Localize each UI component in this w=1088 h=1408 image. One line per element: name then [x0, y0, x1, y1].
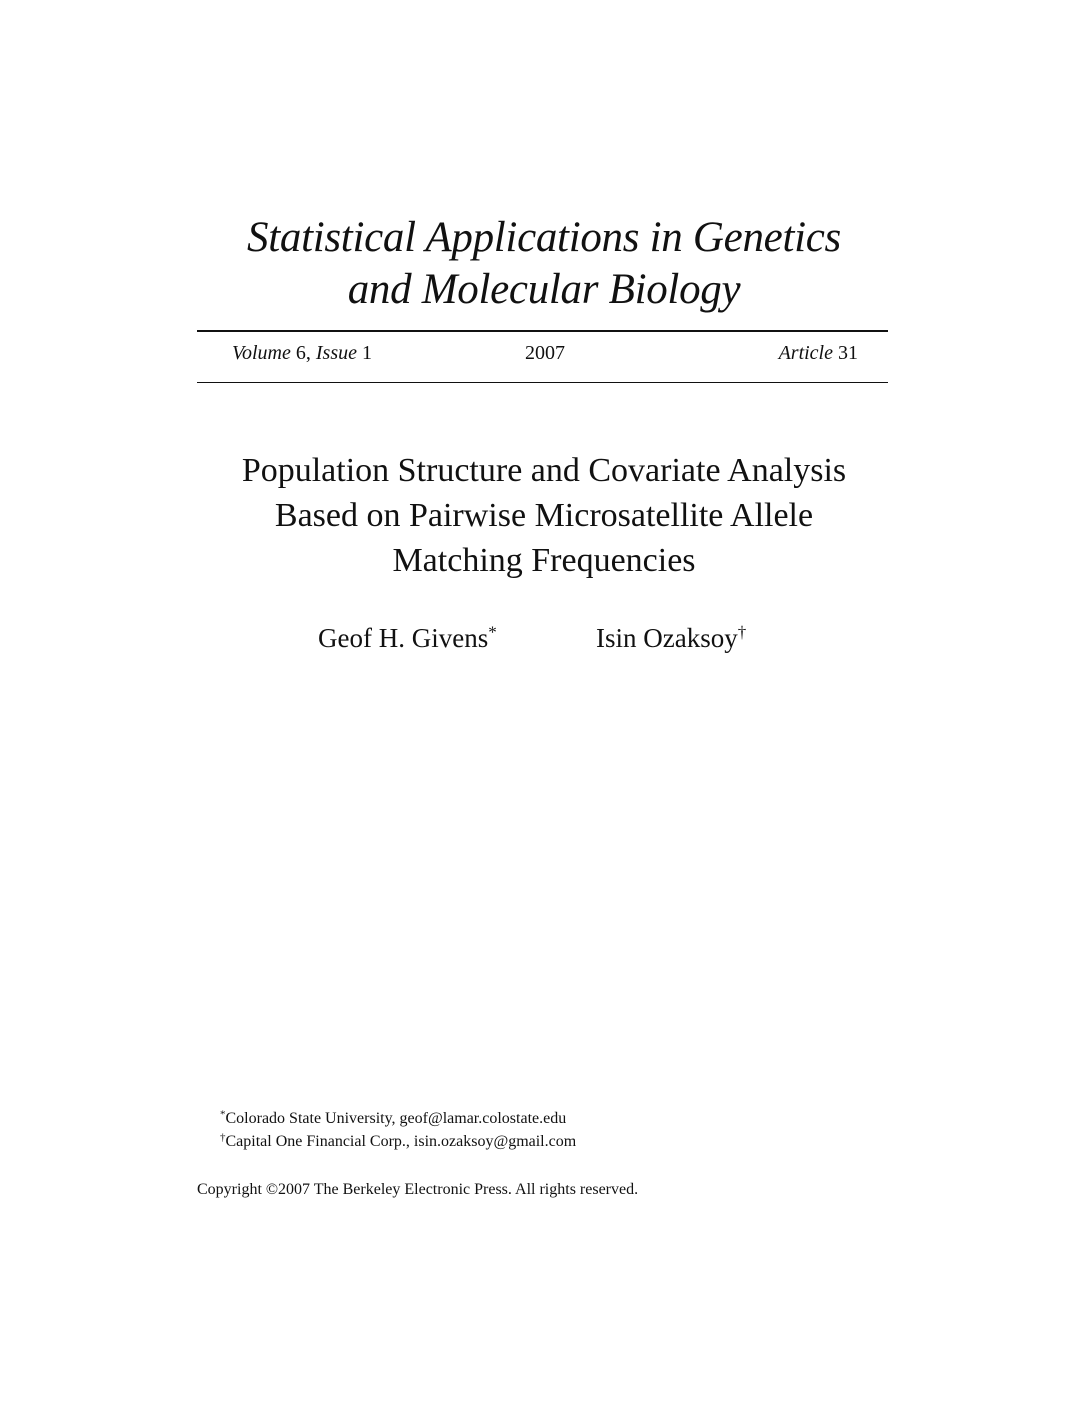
footnote-affiliation-1	[220, 1108, 566, 1130]
journal-title-line-2: and Molecular Biology	[347, 266, 741, 313]
author-list	[0, 620, 1088, 660]
footnote-mark: *	[220, 1108, 226, 1121]
footnote-text: Colorado State University, geof@lamar.colostate.edu	[225, 1110, 567, 1127]
author-givens	[318, 620, 497, 656]
bottom-rule	[197, 382, 888, 383]
author-footnote-mark: *	[488, 622, 497, 642]
article-title-line-3: Matching Frequencies	[392, 542, 696, 579]
article-title-line-1: Population Structure and Covariate Analysis	[241, 452, 847, 489]
author-name: Geof H. Givens	[318, 623, 489, 653]
author-name: Isin Ozaksoy	[596, 623, 738, 653]
article-label: Article	[778, 342, 833, 364]
journal-title-line-1: Statistical Applications in Genetics	[247, 214, 841, 261]
article-number-group	[779, 340, 858, 366]
journal-title	[0, 212, 1088, 316]
publication-year: 2007	[525, 342, 565, 364]
volume-number: 6,	[295, 342, 311, 364]
footnote-mark: †	[220, 1131, 226, 1144]
issue-label: Issue	[315, 342, 357, 364]
article-title	[0, 448, 1088, 583]
volume-label: Volume	[232, 342, 291, 364]
article-title-line-2: Based on Pairwise Microsatellite Allele	[274, 497, 814, 534]
article-number: 31	[838, 342, 858, 364]
issue-info-row	[232, 340, 858, 366]
footnote-affiliation-2	[220, 1131, 576, 1153]
footnote-text: Capital One Financial Corp., isin.ozaksoy@gmail.com	[225, 1133, 577, 1150]
author-ozaksoy	[596, 620, 746, 656]
author-footnote-mark: †	[737, 622, 747, 642]
issue-number: 1	[362, 342, 372, 364]
top-rule	[197, 330, 888, 332]
copyright-notice: Copyright ©2007 The Berkeley Electronic Press. All rights reserved.	[197, 1181, 639, 1198]
